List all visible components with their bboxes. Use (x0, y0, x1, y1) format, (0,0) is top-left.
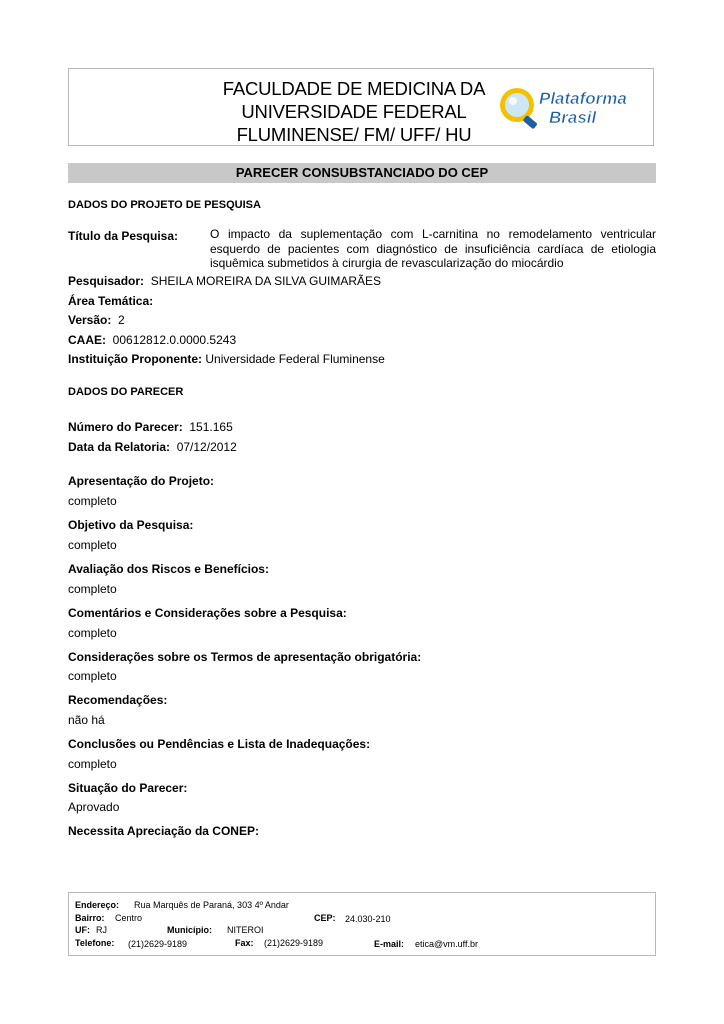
fax-label: Fax: (235, 938, 254, 948)
pesquisador-label: Pesquisador: (68, 274, 145, 288)
telefone-label: Telefone: (75, 938, 115, 948)
cep-label: CEP: (314, 913, 336, 923)
logo-word-1: Plataforma (539, 89, 627, 108)
municipio-label: Município: (167, 925, 212, 935)
footer-contact-box (68, 892, 656, 956)
data-relatoria-value: 07/12/2012 (176, 440, 237, 454)
section-value: completo (68, 626, 117, 640)
section-value: completo (68, 669, 117, 683)
project-heading: DADOS DO PROJETO DE PESQUISA (68, 199, 261, 211)
logo-lens (505, 93, 529, 117)
pesquisador-value: SHEILA MOREIRA DA SILVA GUIMARÃES (150, 274, 381, 288)
section-value: completo (68, 494, 117, 508)
versao-value: 2 (118, 313, 125, 327)
parecer-heading: DADOS DO PARECER (68, 386, 184, 398)
numero-row (68, 420, 233, 434)
section-label: Situação do Parecer: (68, 781, 188, 795)
caae-row (68, 333, 236, 347)
area-tematica-label: Área Temática: (68, 294, 154, 308)
section-value: não há (68, 713, 105, 727)
section-value: completo (68, 757, 117, 771)
fax-value: (21)2629-9189 (264, 938, 324, 948)
plataforma-brasil-logo (493, 81, 653, 133)
section-label: Recomendações: (68, 693, 168, 707)
email-value[interactable]: etica@vm.uff.br (415, 939, 478, 949)
section-title-bar: PARECER CONSUBSTANCIADO DO CEP (68, 163, 656, 183)
section-label: Apresentação do Projeto: (68, 474, 215, 488)
instituicao-value: Universidade Federal Fluminense (205, 352, 385, 366)
section-label: Comentários e Considerações sobre a Pesquisa: (68, 606, 347, 620)
titulo-label: Título da Pesquisa: (68, 229, 179, 243)
section-label: Avaliação dos Riscos e Benefícios: (68, 562, 269, 576)
caae-label: CAAE: (68, 333, 106, 347)
versao-row (68, 313, 125, 327)
cep-value: 24.030-210 (345, 914, 391, 924)
instituicao-label: Instituição Proponente: (68, 352, 203, 366)
telefone-value: (21)2629-9189 (128, 939, 188, 949)
caae-value: 00612812.0.0000.5243 (112, 333, 237, 347)
email-label: E-mail: (374, 939, 405, 949)
section-label: Objetivo da Pesquisa: (68, 518, 194, 532)
endereco-value: Rua Marquês de Paraná, 303 4º Andar (134, 900, 289, 910)
logo-glint (509, 97, 517, 105)
numero-label: Número do Parecer: (68, 420, 183, 434)
uf-value: RJ (96, 925, 107, 935)
header-box (68, 68, 654, 146)
section-label: Considerações sobre os Termos de apresentação obrigatória: (68, 650, 422, 664)
bairro-value: Centro (115, 913, 143, 923)
section-value: completo (68, 538, 117, 552)
data-relatoria-label: Data da Relatoria: (68, 440, 171, 454)
numero-value: 151.165 (189, 420, 233, 434)
data-relatoria-row (68, 440, 237, 454)
section-value: Aprovado (68, 800, 120, 814)
titulo-value: O impacto da suplementação com L-carnitina no remodelamento ventricular esquerdo de pacientes com diagnóstico de insuficiência cardíaca de etiologia isquêmica submetidos à cirurgia de revascularização do miocárdio (210, 227, 656, 270)
instituicao-row (68, 352, 385, 366)
section-value: completo (68, 582, 117, 596)
versao-label: Versão: (68, 313, 112, 327)
section-label: Necessita Apreciação da CONEP: (68, 824, 259, 838)
institution-name: FACULDADE DE MEDICINA DA UNIVERSIDADE FEDERAL FLUMINENSE/ FM/ UFF/ HU (222, 78, 486, 145)
logo-word-2: Brasil (549, 108, 597, 127)
bairro-label: Bairro: (75, 913, 105, 923)
endereco-label: Endereço: (75, 900, 120, 910)
pesquisador-row (68, 274, 381, 288)
uf-label: UF: (75, 925, 90, 935)
municipio-value: NITEROI (227, 925, 264, 935)
section-label: Conclusões ou Pendências e Lista de Inadequações: (68, 737, 371, 751)
